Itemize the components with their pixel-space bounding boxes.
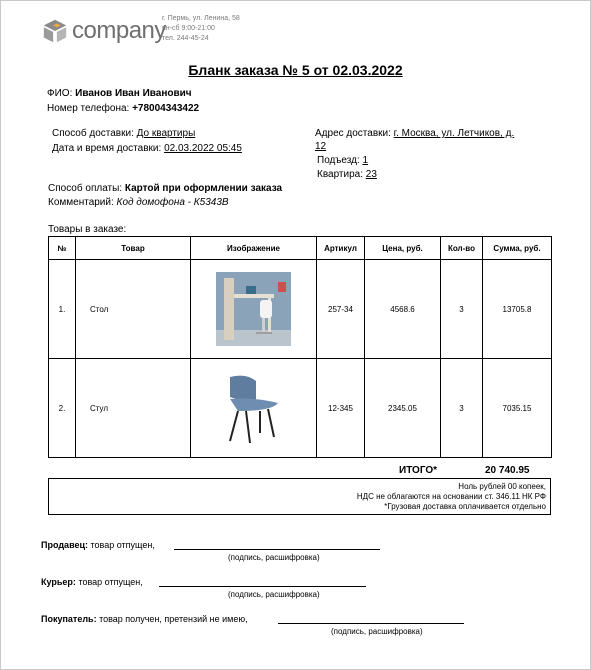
comment-line [48,197,229,208]
table-row [49,260,552,359]
customer-fio-line [47,88,192,99]
row-article: 12-345 [317,359,365,458]
buyer-label: Покупатель: [41,614,97,624]
order-title: Бланк заказа № 5 от 02.03.2022 [188,62,403,78]
row-image [191,260,317,359]
row-qty: 3 [441,260,483,359]
company-hours: пн-сб 9:00-21:00 [162,25,215,32]
company-logo [41,17,69,45]
delivery-address-house: 12 [315,141,327,152]
delivery-entrance-line [317,155,368,166]
courier-signature-line [41,577,143,587]
seller-signature-field[interactable] [174,549,380,550]
col-header-price: Цена, руб. [365,237,441,260]
entrance-label: Подъезд: [317,155,360,166]
seller-signature-line [41,540,155,550]
customer-phone-line [47,103,199,114]
table-row [49,359,552,458]
col-header-article: Артикул [317,237,365,260]
delivery-address-label: Адрес доставки: [315,128,391,139]
delivery-method-label: Способ доставки: [52,128,134,139]
total-row [48,456,551,478]
delivery-address-value: г. Москва, ул. Летчиков, д. [393,128,515,139]
seller-text: товар отпущен, [90,540,155,550]
company-phone: тел. 244-45-24 [162,35,209,42]
buyer-signature-line [41,614,248,624]
total-in-words: Ноль рублей 00 копеек, [458,482,546,491]
row-num: 1. [49,260,76,359]
col-header-num: № [49,237,76,260]
col-header-sum: Сумма, руб. [483,237,552,260]
goods-title: Товары в заказе: [48,224,127,235]
vat-note: НДС не облагаются на основании ст. 346.11 НК РФ [356,492,546,501]
phone-value: +78004343422 [132,103,200,114]
brand-name: company [72,17,166,44]
payment-line [48,183,282,194]
company-contacts [162,14,240,44]
delivery-method-value: До квартиры [136,128,196,139]
total-value: 20 740.95 [485,465,530,476]
apartment-label: Квартира: [317,169,363,180]
row-price: 4568.6 [365,260,441,359]
buyer-text: товар получен, претензий не имею, [99,614,248,624]
comment-label: Комментарий: [48,197,114,208]
seller-signature-caption: (подпись, расшифровка) [228,553,320,562]
apartment-value: 23 [365,169,377,180]
phone-label: Номер телефона: [47,103,130,114]
delivery-datetime-line [52,143,242,154]
row-sum: 7035.15 [483,359,552,458]
payment-value: Картой при оформлении заказа [124,183,283,194]
buyer-signature-caption: (подпись, расшифровка) [331,627,423,636]
buyer-signature-field[interactable] [278,623,464,624]
order-items-table [48,236,552,458]
delivery-method-line [52,128,195,139]
col-header-image: Изображение [191,237,317,260]
chair-photo [216,371,291,445]
row-sum: 13705.8 [483,260,552,359]
payment-label: Способ оплаты: [48,183,123,194]
total-notes-box [48,478,551,515]
delivery-apartment-line [317,169,377,180]
row-qty: 3 [441,359,483,458]
table-header-row [49,237,552,260]
row-product: Стул [76,359,191,458]
row-price: 2345.05 [365,359,441,458]
delivery-address-line [315,128,514,139]
comment-value: Код домофона - К5343В [116,197,229,208]
row-image [191,359,317,458]
col-header-product: Товар [76,237,191,260]
seller-label: Продавец: [41,540,89,550]
delivery-datetime-value: 02.03.2022 05:45 [164,143,242,154]
courier-label: Курьер: [41,577,76,587]
courier-text: товар отпущен, [78,577,143,587]
cargo-note: *Грузовая доставка оплачивается отдельно [384,502,546,511]
col-header-qty: Кол-во [441,237,483,260]
row-num: 2. [49,359,76,458]
fio-value: Иванов Иван Иванович [75,88,192,99]
total-label: ИТОГО* [399,465,438,476]
company-address: г. Пермь, ул. Ленина, 58 [162,15,240,22]
row-product: Стол [76,260,191,359]
delivery-datetime-label: Дата и время доставки: [52,143,162,154]
courier-signature-caption: (подпись, расшифровка) [228,590,320,599]
fio-label: ФИО: [47,88,73,99]
total-notes [357,482,546,512]
row-article: 257-34 [317,260,365,359]
desk-photo [216,272,291,346]
courier-signature-field[interactable] [159,586,366,587]
entrance-value: 1 [362,155,369,166]
